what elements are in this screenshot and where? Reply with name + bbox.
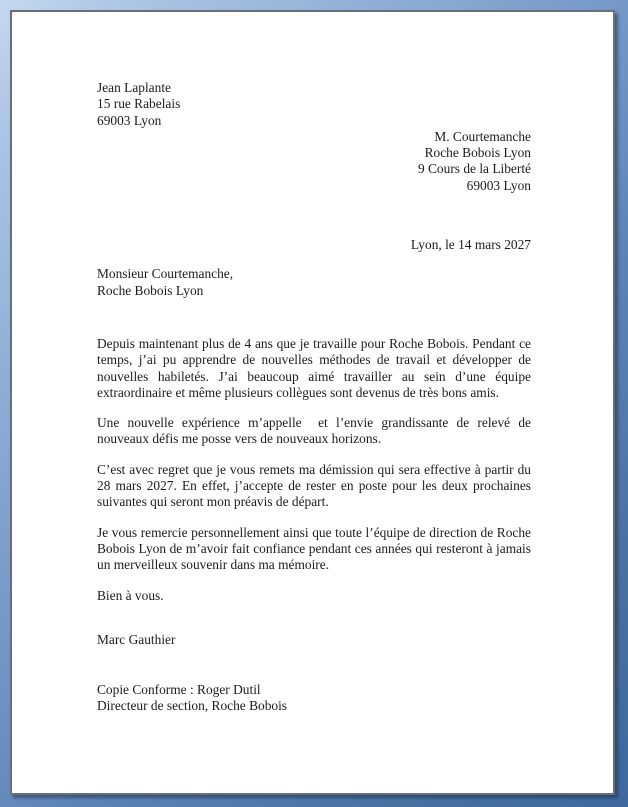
closing-formula: Bien à vous. — [97, 587, 164, 603]
salutation-block — [97, 266, 531, 299]
paragraph-intro: Depuis maintenant plus de 4 ans que je travaille pour Roche Bobois. Pendant ce temps, j’ai pu apprendre de nouvelles méthodes de travail et développer de nouvelles habiletés. J’ai beaucoup aimé travailler au sein d’une équipe extraordinaire et même plusieurs collègues sont devenus de très bons amis. — [97, 335, 535, 400]
salutation-company: Roche Bobois Lyon — [97, 282, 204, 298]
recipient-city: 69003 Lyon — [466, 177, 531, 193]
date-line: Lyon, le 14 mars 2027 — [410, 237, 531, 253]
paragraph-thanks: Je vous remercie personnellement ainsi que toute l’équipe de direction de Roche Bobois Lyon de m’avoir fait confiance pendant ces années qui resteront à jamais un merveilleux souvenir dans ma mémoire. — [97, 524, 535, 573]
letter-content — [97, 80, 535, 715]
signature-name: Marc Gauthier — [97, 631, 176, 647]
letter-body — [97, 335, 535, 574]
letter-page — [10, 10, 615, 795]
recipient-company: Roche Bobois Lyon — [424, 145, 531, 161]
paragraph-resignation: C’est avec regret que je vous remets ma démission qui sera effective à partir du 28 mars 2027. En effet, j’accepte de rester en poste pour les deux prochaines suivantes qui seront mon préavis de départ. — [97, 461, 535, 510]
cc-title: Directeur de section, Roche Bobois — [97, 698, 288, 714]
paragraph-new-horizons: Une nouvelle expérience m’appelle et l’envie grandissante de relevé de nouveaux défis me posse vers de nouveaux horizons. — [97, 415, 535, 447]
salutation-name: Monsieur Courtemanche, — [97, 266, 234, 282]
sender-city: 69003 Lyon — [97, 112, 162, 128]
recipient-address-block — [97, 129, 531, 194]
recipient-name: M. Courtemanche — [434, 128, 531, 144]
sender-name: Jean Laplante — [97, 80, 171, 95]
carbon-copy-block — [97, 682, 531, 715]
recipient-street: 9 Cours de la Liberté — [417, 161, 531, 177]
sender-address-block — [97, 80, 531, 129]
sender-street: 15 rue Rabelais — [97, 96, 181, 112]
cc-recipient: Copie Conforme : Roger Dutil — [97, 682, 261, 698]
